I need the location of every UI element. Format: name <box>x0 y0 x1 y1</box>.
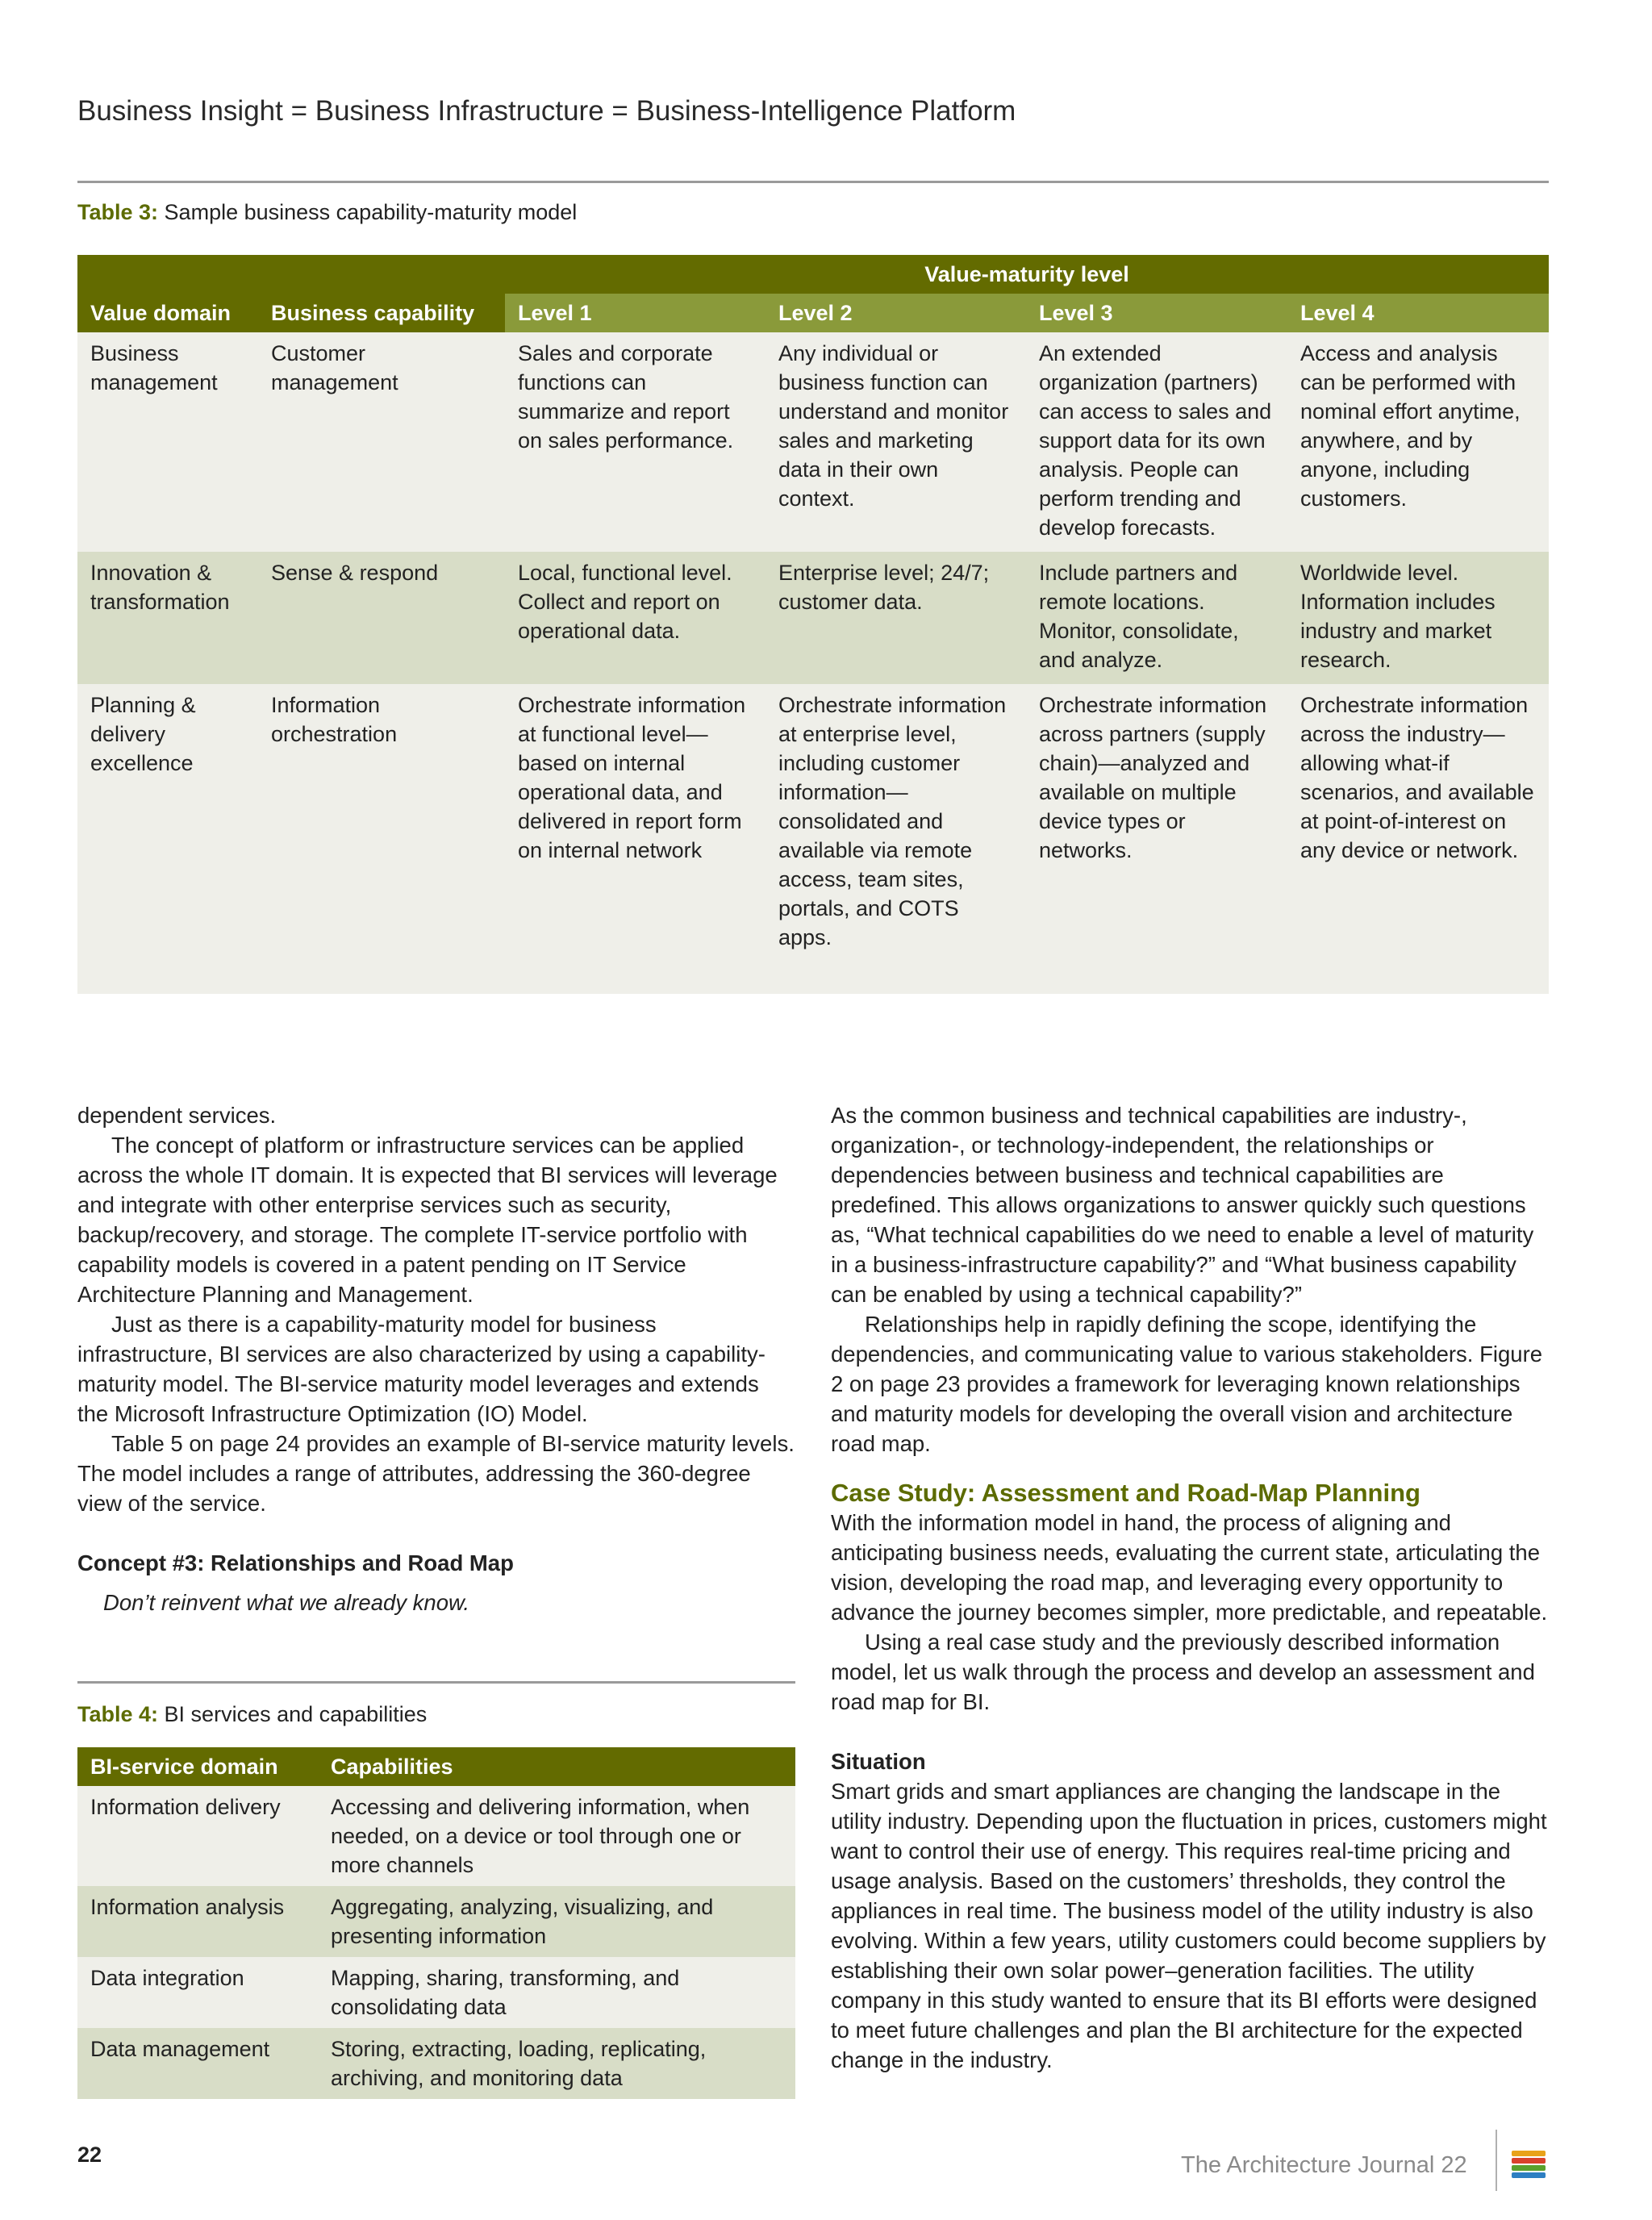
left-column <box>77 1100 795 1617</box>
table-row <box>77 684 1549 994</box>
table-cell: Include partners and remote locations. Monitor, consolidate, and analyze. <box>1026 552 1287 684</box>
table-row <box>77 1786 795 1886</box>
table-cell: Innovation & transformation <box>77 552 258 684</box>
table-cell: Planning & delivery excellence <box>77 684 258 994</box>
stacked-layers-logo-icon <box>1510 2149 1547 2181</box>
table-row <box>77 2028 795 2099</box>
column-header: Business capability <box>258 294 505 332</box>
table-cell: Any individual or business function can understand and monitor sales and marketing data in their own context. <box>766 332 1026 552</box>
table-cell: Information delivery <box>77 1786 318 1886</box>
table-cell: Customer management <box>258 332 505 552</box>
table3-caption <box>77 200 577 225</box>
table-cell: Business management <box>77 332 258 552</box>
header-rule <box>77 181 1549 183</box>
paragraph: Smart grids and smart appliances are changing the landscape in the utility industry. Depending upon the fluctuation in prices, customers might want to control their use of energy. This requires real-time pricing and usage analysis. Based on the customers’ thresholds, they control the appliances in real time. The business model of the utility industry is also evolving. Within a few years, utility customers could become suppliers by establishing their own solar power–generation facilities. The utility company in this study wanted to ensure that its BI efforts were designed to meet future challenges and plan the BI architecture for the expected change in the industry. <box>831 1779 1547 2072</box>
column-header: Level 2 <box>766 294 1026 332</box>
table4-caption <box>77 1702 427 1727</box>
table-cell: Orchestrate information at enterprise level, including customer information—consolidated and available via remote access, team sites, portals, and COTS apps. <box>766 684 1026 994</box>
paragraph: As the common business and technical capabilities are industry-, organization-, or technology-independent, the relationships or dependencies between business and technical capabilities are predefined. This allows organizations to answer quickly such questions as, “What technical capabilities do we need to enable a level of maturity in a business-infrastructure capability?” and “What business capability can be enabled by using a technical capability?” <box>831 1103 1534 1307</box>
super-header-blank <box>77 255 505 294</box>
bi-services-table <box>77 1747 795 2099</box>
journal-name: The Architecture Journal 22 <box>1181 2152 1467 2178</box>
table-cell: Enterprise level; 24/7; customer data. <box>766 552 1026 684</box>
column-header: Value domain <box>77 294 258 332</box>
table-cell: Aggregating, analyzing, visualizing, and presenting information <box>318 1886 795 1957</box>
table-cell: Sense & respond <box>258 552 505 684</box>
paragraph: Just as there is a capability-maturity model for business infrastructure, BI services are also characterized by using a capability-maturity model. The BI-service maturity model leverages and extends the Microsoft Infrastructure Optimization (IO) Model. <box>77 1312 766 1426</box>
page-title: Business Insight = Business Infrastructure = Business-Intelligence Platform <box>77 95 1016 127</box>
table-cell: Data integration <box>77 1957 318 2028</box>
paragraph: Table 5 on page 24 provides an example of BI-service maturity levels. The model includes a range of attributes, addressing the 360-degree view of the service. <box>77 1431 795 1516</box>
section-heading: Concept #3: Relationships and Road Map <box>77 1550 514 1575</box>
epigraph-quote: Don’t reinvent what we already know. <box>103 1590 469 1615</box>
column-header: Level 3 <box>1026 294 1287 332</box>
table-cell: Information orchestration <box>258 684 505 994</box>
table-cell: Mapping, sharing, transforming, and consolidating data <box>318 1957 795 2028</box>
subsection-heading: Situation <box>831 1749 926 1774</box>
table-cell: Orchestrate information across partners (supply chain)—analyzed and available on multiple device types or networks. <box>1026 684 1287 994</box>
paragraph: Relationships help in rapidly defining the scope, identifying the dependencies, and communicating value to various stakeholders. Figure 2 on page 23 provides a framework for leveraging known relationships and maturity models for developing the overall vision and architecture road map. <box>831 1312 1543 1456</box>
table-cell: Accessing and delivering information, when needed, on a device or tool through one or more channels <box>318 1786 795 1886</box>
table-cell: Information analysis <box>77 1886 318 1957</box>
table-row <box>77 1886 795 1957</box>
table4-caption-text: BI services and capabilities <box>164 1702 428 1726</box>
paragraph: The concept of platform or infrastructure services can be applied across the whole IT domain. It is expected that BI services will leverage and integrate with other enterprise services such as security, backup/recovery, and storage. The complete IT-service portfolio with capability models is covered in a patent pending on IT Service Architecture Planning and Management. <box>77 1133 778 1307</box>
table-cell: Access and analysis can be performed with nominal effort anytime, anywhere, and by anyone, including customers. <box>1287 332 1549 552</box>
table4-caption-label: Table 4: <box>77 1702 159 1726</box>
section-heading: Case Study: Assessment and Road-Map Planning <box>831 1479 1420 1507</box>
column-header: BI-service domain <box>77 1747 318 1786</box>
table-row <box>77 1957 795 2028</box>
table3-caption-label: Table 3: <box>77 200 159 224</box>
footer-divider <box>1496 2130 1497 2191</box>
column-header: Capabilities <box>318 1747 795 1786</box>
table-cell: Orchestrate information across the industry—allowing what-if scenarios, and available at point-of-interest on any device or network. <box>1287 684 1549 994</box>
table3-caption-text: Sample business capability-maturity model <box>164 200 578 224</box>
table-cell: Orchestrate information at functional level—based on internal operational data, and delivered in report form on internal network <box>505 684 766 994</box>
table-cell: Worldwide level. Information includes industry and market research. <box>1287 552 1549 684</box>
table-cell: Storing, extracting, loading, replicating, archiving, and monitoring data <box>318 2028 795 2099</box>
table-row <box>77 332 1549 552</box>
paragraph: With the information model in hand, the process of aligning and anticipating business needs, evaluating the current state, articulating the vision, developing the road map, and leveraging every opportunity to advance the journey becomes simpler, more predictable, and repeatable. <box>831 1510 1548 1625</box>
paragraph: Using a real case study and the previously described information model, let us walk through the process and develop an assessment and road map for BI. <box>831 1630 1535 1714</box>
value-maturity-header: Value-maturity level <box>505 255 1549 294</box>
table-cell: Sales and corporate functions can summarize and report on sales performance. <box>505 332 766 552</box>
table-cell: An extended organization (partners) can access to sales and support data for its own analysis. People can perform trending and develop forecasts. <box>1026 332 1287 552</box>
table4-rule <box>77 1681 795 1684</box>
capability-maturity-table <box>77 255 1549 994</box>
table-cell: Local, functional level. Collect and report on operational data. <box>505 552 766 684</box>
column-header: Level 4 <box>1287 294 1549 332</box>
page-number: 22 <box>77 2143 102 2167</box>
table-cell: Data management <box>77 2028 318 2099</box>
right-column <box>831 1100 1549 2075</box>
paragraph: dependent services. <box>77 1103 277 1128</box>
table-row <box>77 552 1549 684</box>
column-header: Level 1 <box>505 294 766 332</box>
